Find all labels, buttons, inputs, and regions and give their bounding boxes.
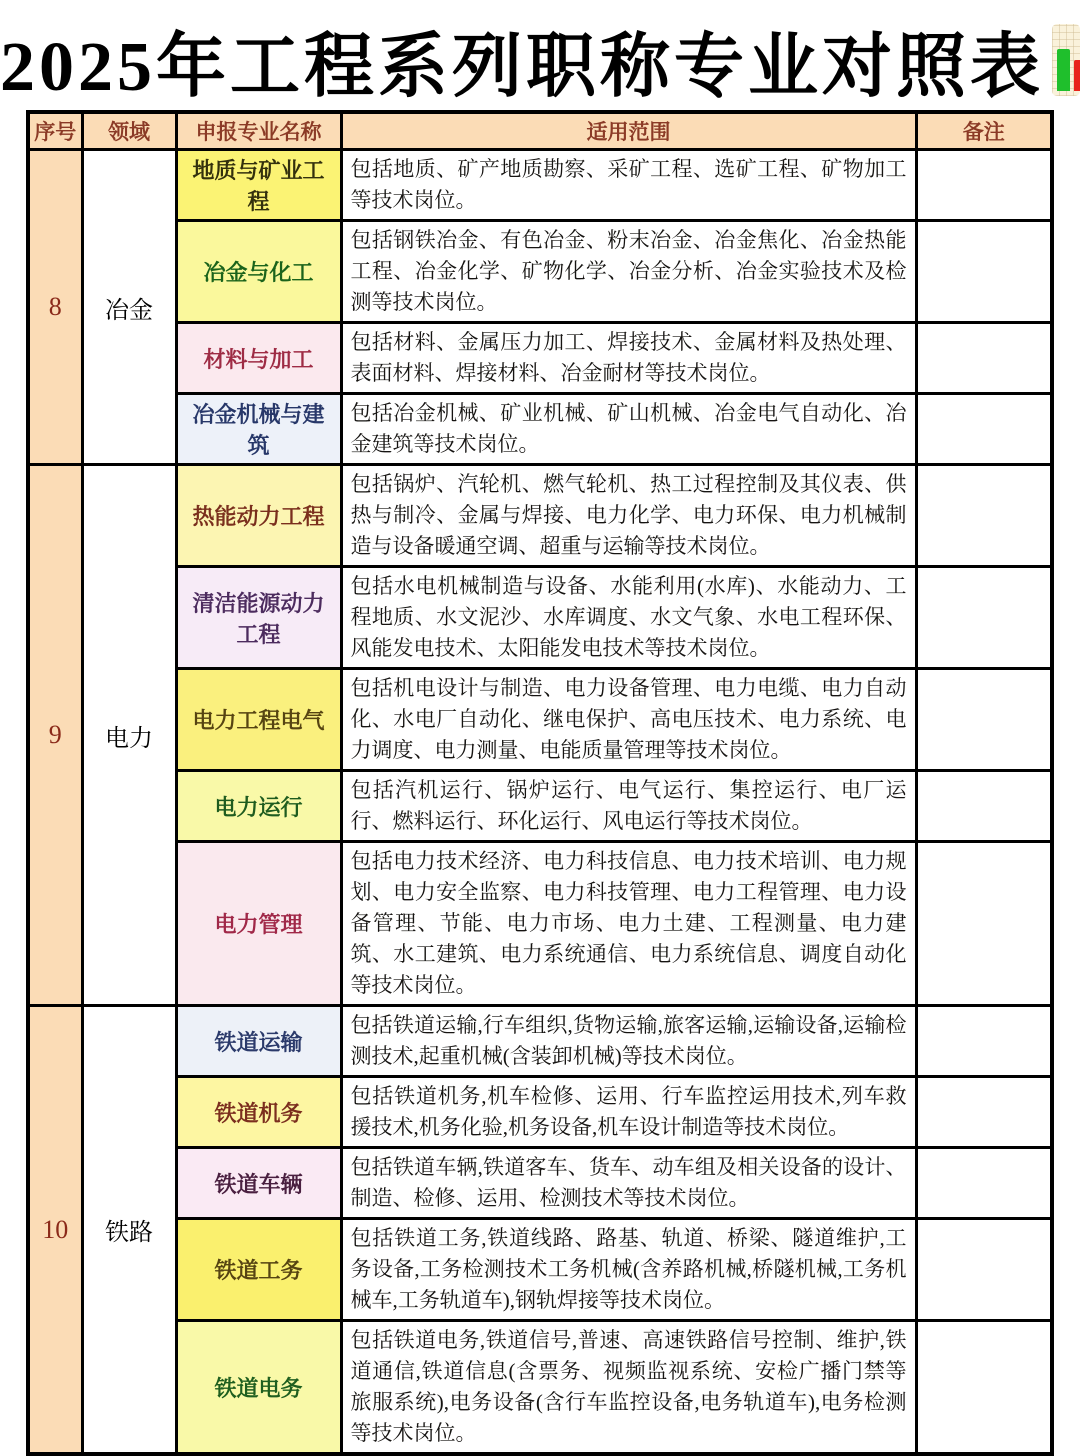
specialty-name-cell: 清洁能源动力工程 [176, 567, 341, 669]
remark-cell [916, 1219, 1052, 1321]
applicable-scope-cell: 包括锅炉、汽轮机、燃气轮机、热工过程控制及其仪表、供热与制冷、金属与焊接、电力化学、电力环保、电力机械制造与设备暖通空调、超重与运输等技术岗位。 [341, 465, 916, 567]
header-row [28, 112, 1052, 150]
remark-cell [916, 150, 1052, 221]
table-row [28, 771, 1052, 842]
group-serial-number: 9 [28, 465, 82, 1006]
specialty-name-cell: 冶金机械与建筑 [176, 394, 341, 465]
specialty-name-cell: 电力工程电气 [176, 669, 341, 771]
specialty-name-cell: 铁道车辆 [176, 1148, 341, 1219]
remark-cell [916, 394, 1052, 465]
header-remarks: 备注 [916, 112, 1052, 150]
specialty-name-cell: 热能动力工程 [176, 465, 341, 567]
group-serial-number: 8 [28, 150, 82, 465]
table-row [28, 1006, 1052, 1077]
table-row [28, 150, 1052, 221]
applicable-scope-cell: 包括铁道工务,铁道线路、路基、轨道、桥梁、隧道维护,工务设备,工务检测技术工务机械(含养路机械,桥隧机械,工务机械车,工务轨道车),钢轨焊接等技术岗位。 [341, 1219, 916, 1321]
applicable-scope-cell: 包括机电设计与制造、电力设备管理、电力电缆、电力自动化、水电厂自动化、继电保护、高电压技术、电力系统、电力调度、电力测量、电能质量管理等技术岗位。 [341, 669, 916, 771]
page-title-text: 2025年工程系列职称专业对照表 [0, 28, 1044, 106]
header-serial-number: 序号 [28, 112, 82, 150]
table-row [28, 567, 1052, 669]
table-body [28, 150, 1052, 1455]
remark-cell [916, 771, 1052, 842]
table-row [28, 1321, 1052, 1455]
applicable-scope-cell: 包括冶金机械、矿业机械、矿山机械、冶金电气自动化、冶金建筑等技术岗位。 [341, 394, 916, 465]
specialty-name-cell: 铁道工务 [176, 1219, 341, 1321]
specialty-name-cell: 铁道运输 [176, 1006, 341, 1077]
specialty-name-cell: 电力运行 [176, 771, 341, 842]
remark-cell [916, 221, 1052, 323]
applicable-scope-cell: 包括铁道机务,机车检修、运用、行车监控运用技术,列车救援技术,机务化验,机务设备,机车设计制造等技术岗位。 [341, 1077, 916, 1148]
applicable-scope-cell: 包括电力技术经济、电力科技信息、电力技术培训、电力规划、电力安全监察、电力科技管理、电力工程管理、电力设备管理、节能、电力市场、电力土建、工程测量、电力建筑、水工建筑、电力系统通信、电力系统信息、调度自动化等技术岗位。 [341, 842, 916, 1006]
specialty-name-cell: 冶金与化工 [176, 221, 341, 323]
applicable-scope-cell: 包括铁道运输,行车组织,货物运输,旅客运输,运输设备,运输检测技术,起重机械(含装卸机械)等技术岗位。 [341, 1006, 916, 1077]
remark-cell [916, 567, 1052, 669]
page-title [0, 0, 1080, 108]
remark-cell [916, 1148, 1052, 1219]
specialty-name-cell: 电力管理 [176, 842, 341, 1006]
header-field: 领域 [82, 112, 176, 150]
applicable-scope-cell: 包括铁道车辆,铁道客车、货车、动车组及相关设备的设计、制造、检修、运用、检测技术等技术岗位。 [341, 1148, 916, 1219]
specialty-name-cell: 铁道电务 [176, 1321, 341, 1455]
table-row [28, 465, 1052, 567]
header-specialty-name: 申报专业名称 [176, 112, 341, 150]
remark-cell [916, 1006, 1052, 1077]
table-row [28, 221, 1052, 323]
remark-cell [916, 842, 1052, 1006]
bar-chart-icon [1052, 24, 1080, 96]
applicable-scope-cell: 包括地质、矿产地质勘察、采矿工程、选矿工程、矿物加工等技术岗位。 [341, 150, 916, 221]
remark-cell [916, 1077, 1052, 1148]
applicable-scope-cell: 包括铁道电务,铁道信号,普速、高速铁路信号控制、维护,铁道通信,铁道信息(含票务、视频监视系统、安检广播门禁等旅服系统),电务设备(含行车监控设备,电务轨道车),电务检测等技术岗位。 [341, 1321, 916, 1455]
remark-cell [916, 323, 1052, 394]
specialty-name-cell: 地质与矿业工程 [176, 150, 341, 221]
group-field: 铁路 [82, 1006, 176, 1455]
group-field: 冶金 [82, 150, 176, 465]
table-row [28, 669, 1052, 771]
table-row [28, 323, 1052, 394]
group-field: 电力 [82, 465, 176, 1006]
title-specialty-comparison-table [26, 110, 1054, 1456]
table-row [28, 1148, 1052, 1219]
specialty-name-cell: 材料与加工 [176, 323, 341, 394]
remark-cell [916, 1321, 1052, 1455]
applicable-scope-cell: 包括汽机运行、锅炉运行、电气运行、集控运行、电厂运行、燃料运行、环化运行、风电运行等技术岗位。 [341, 771, 916, 842]
bar-chart-icon-red-bar [1074, 60, 1080, 91]
header-applicable-scope: 适用范围 [341, 112, 916, 150]
table-row [28, 842, 1052, 1006]
remark-cell [916, 669, 1052, 771]
applicable-scope-cell: 包括水电机械制造与设备、水能利用(水库)、水能动力、工程地质、水文泥沙、水库调度、水文气象、水电工程环保、风能发电技术、太阳能发电技术等技术岗位。 [341, 567, 916, 669]
table-row [28, 1077, 1052, 1148]
applicable-scope-cell: 包括钢铁冶金、有色冶金、粉末冶金、冶金焦化、冶金热能工程、冶金化学、矿物化学、冶金分析、冶金实验技术及检测等技术岗位。 [341, 221, 916, 323]
remark-cell [916, 465, 1052, 567]
table-row [28, 1219, 1052, 1321]
table-row [28, 394, 1052, 465]
group-serial-number: 10 [28, 1006, 82, 1455]
bar-chart-icon-green-bar [1057, 49, 1070, 91]
applicable-scope-cell: 包括材料、金属压力加工、焊接技术、金属材料及热处理、表面材料、焊接材料、冶金耐材等技术岗位。 [341, 323, 916, 394]
specialty-name-cell: 铁道机务 [176, 1077, 341, 1148]
